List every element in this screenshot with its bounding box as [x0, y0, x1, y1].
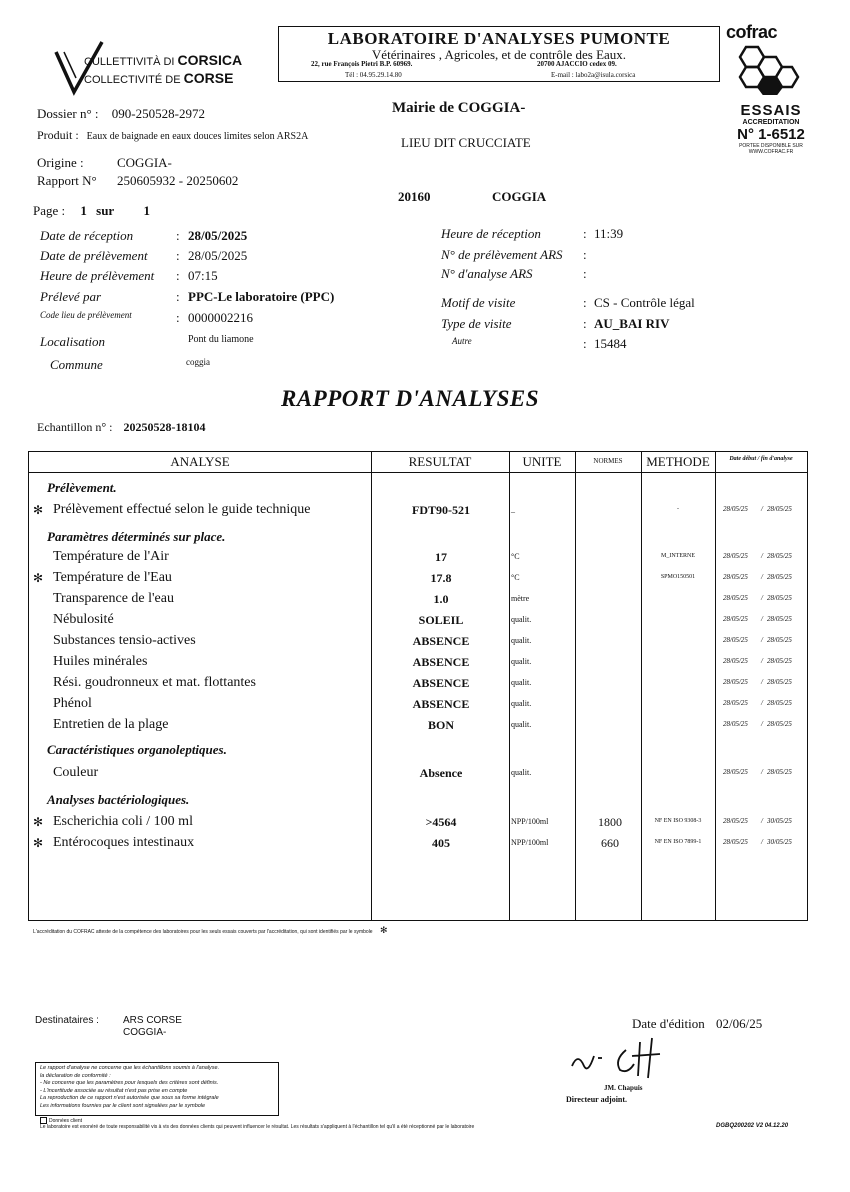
- sample-right-value: AU_BAI RIV: [594, 316, 670, 331]
- analysis-date-start: 28/05/25: [723, 636, 748, 644]
- analysis-method: NF EN ISO 9308-3: [654, 818, 702, 824]
- analysis-date-start: 28/05/25: [723, 615, 748, 623]
- analysis-date-start: 28/05/25: [723, 838, 748, 846]
- page-sep: sur: [96, 203, 115, 218]
- header-resultat: RESULTAT: [408, 454, 472, 469]
- recipient-name: Mairie de COGGIA-: [392, 100, 526, 116]
- sample-left-value: 0000002216: [188, 310, 253, 325]
- date-separator: /: [761, 768, 763, 776]
- analysis-result: SOLEIL: [418, 613, 464, 627]
- analysis-date-end: 28/05/25: [767, 594, 792, 602]
- sample-right-value: 15484: [594, 336, 627, 351]
- analysis-date-start: 28/05/25: [723, 552, 748, 560]
- sample-right-colon: :: [583, 266, 587, 281]
- recipient-address: LIEU DIT CRUCCIATE: [401, 135, 531, 150]
- echantillon-label: Echantillon n° :: [37, 420, 113, 434]
- lab-city: 20700 AJACCIO cedex 09.: [537, 60, 617, 68]
- sample-right-value: 11:39: [594, 226, 624, 241]
- signature-image: [568, 1036, 688, 1082]
- logo-text-corsica: CORSICA: [177, 52, 243, 68]
- rapport-line: [37, 173, 239, 189]
- analysis-date-end: 30/05/25: [767, 817, 792, 825]
- analysis-unit: qualit.: [511, 636, 532, 645]
- analysis-unit: qualit.: [511, 699, 532, 708]
- disclaimer-line: - Ne concerne que les paramètres pour lesquels des critères sont définis.: [40, 1080, 219, 1086]
- dossier-label: Dossier n° :: [37, 106, 99, 121]
- accreditation-mark: ✻: [33, 836, 44, 850]
- header-unite: UNITE: [522, 454, 562, 469]
- analysis-name: Rési. goudronneux et mat. flottantes: [53, 675, 256, 690]
- analysis-name: Nébulosité: [53, 612, 114, 627]
- donnees-client-label: Données client: [49, 1117, 83, 1124]
- analysis-date-end: 28/05/25: [767, 636, 792, 644]
- cofrac-site: WWW.COFRAC.FR: [748, 149, 794, 155]
- dossier-value: 090-250528-2972: [111, 106, 205, 121]
- date-separator: /: [761, 636, 763, 644]
- analysis-result: BON: [427, 718, 454, 732]
- analysis-date-end: 28/05/25: [767, 505, 792, 513]
- analysis-result: Absence: [419, 766, 463, 780]
- sample-right-colon: :: [583, 247, 587, 262]
- sample-right-label: N° d'analyse ARS: [441, 266, 533, 281]
- analysis-name: Température de l'Eau: [53, 570, 172, 585]
- analysis-unit: NPP/100ml: [511, 817, 549, 826]
- header-analyse: ANALYSE: [170, 454, 230, 469]
- analysis-name: Température de l'Air: [53, 549, 169, 564]
- header-methode: METHODE: [646, 454, 710, 469]
- edition-line: [632, 1016, 762, 1032]
- analysis-date-end: 28/05/25: [767, 573, 792, 581]
- analysis-date-end: 28/05/25: [767, 720, 792, 728]
- analysis-unit: qualit.: [511, 657, 532, 666]
- analysis-date-start: 28/05/25: [723, 699, 748, 707]
- accreditation-mark: ✻: [33, 815, 44, 829]
- analysis-unit: qualit.: [511, 615, 532, 624]
- analysis-unit: mètre: [511, 594, 530, 603]
- analysis-date-start: 28/05/25: [723, 720, 748, 728]
- cofrac-accreditation-block: [726, 22, 816, 155]
- sample-right-colon: :: [583, 226, 587, 241]
- rapport-label: Rapport N°: [37, 173, 97, 188]
- sample-left-colon: :: [176, 268, 180, 283]
- sample-right-label: N° de prélèvement ARS: [441, 247, 563, 262]
- donnees-client: [40, 1117, 82, 1124]
- bottom-note: Le laboratoire est exonéré de toute responsabilité vis à vis des données clients qui peuvent influencer le résultat. Les résultats s'appliquent à l'échantillon tel qu'il a été réceptionné par le laboratoire: [40, 1124, 475, 1130]
- date-separator: /: [761, 699, 763, 707]
- analysis-unit: °C: [511, 573, 520, 582]
- edition-date: 02/06/25: [716, 1016, 763, 1031]
- cofrac-essais: ESSAIS: [740, 102, 802, 119]
- sample-left-colon: :: [176, 310, 180, 325]
- logo-text-corse: CORSE: [183, 70, 234, 86]
- analysis-name: Entretien de la plage: [53, 717, 169, 732]
- logo-line-corsica: [84, 52, 242, 68]
- recipient-city: COGGIA: [492, 189, 547, 204]
- cofrac-hexagon-logo-icon: [726, 43, 816, 95]
- analysis-unit: qualit.: [511, 678, 532, 687]
- sample-right-colon: :: [583, 316, 587, 331]
- analysis-date-start: 28/05/25: [723, 768, 748, 776]
- analysis-date-end: 28/05/25: [767, 768, 792, 776]
- document-code: DGBQ200202 V2 04.12.20: [716, 1123, 789, 1129]
- lab-address: 22, rue François Pietri B.P. 60969.: [311, 60, 413, 68]
- sample-left-label: Code lieu de prélèvement: [40, 310, 132, 320]
- analysis-unit: qualit.: [511, 720, 532, 729]
- analysis-table: [28, 451, 808, 921]
- sample-left-label: Heure de prélèvement: [40, 268, 155, 283]
- analysis-result: 405: [432, 836, 450, 850]
- section-title: Prélèvement.: [47, 480, 117, 495]
- cofrac-note-mark: ✻: [379, 925, 388, 935]
- page-number: 1: [80, 203, 87, 218]
- cofrac-accreditation-label: ACCREDITATION: [742, 119, 800, 126]
- logo-text-cullettivita: CULLETTIVITÀ DI: [84, 56, 178, 68]
- analysis-name: Prélèvement effectué selon le guide technique: [53, 502, 311, 517]
- analysis-name: Couleur: [53, 765, 99, 780]
- edition-label: Date d'édition: [632, 1016, 705, 1031]
- sample-left-label: Date de prélèvement: [40, 248, 148, 263]
- disclaimer-line: La reproduction de ce rapport n'est autorisée que sous sa forme intégrale: [40, 1095, 219, 1101]
- analysis-date-end: 28/05/25: [767, 615, 792, 623]
- section-title: Paramètres déterminés sur place.: [47, 529, 226, 544]
- echantillon-line: [37, 420, 205, 435]
- signatory-name: JM. Chapuis: [604, 1084, 643, 1092]
- date-separator: /: [761, 678, 763, 686]
- date-separator: /: [761, 657, 763, 665]
- analysis-name: Escherichia coli / 100 ml: [53, 814, 193, 829]
- accreditation-mark: ✻: [33, 503, 44, 517]
- laboratory-header-box: [278, 26, 720, 82]
- date-separator: /: [761, 817, 763, 825]
- analysis-date-start: 28/05/25: [723, 817, 748, 825]
- analysis-unit: _: [511, 505, 515, 514]
- date-separator: /: [761, 720, 763, 728]
- analysis-date-start: 28/05/25: [723, 678, 748, 686]
- analysis-date-end: 28/05/25: [767, 699, 792, 707]
- cofrac-accreditation-number: N° 1-6512: [737, 126, 805, 143]
- analysis-name: Substances tensio-actives: [53, 633, 196, 648]
- analysis-name: Phénol: [53, 696, 92, 711]
- sample-right-label: Heure de réception: [441, 226, 541, 241]
- analysis-method: M_INTERNE: [661, 553, 695, 559]
- analysis-name: Entérocoques intestinaux: [53, 835, 195, 850]
- sample-right-colon: :: [583, 295, 587, 310]
- sample-left-value: 28/05/2025: [188, 248, 248, 263]
- date-separator: /: [761, 573, 763, 581]
- produit-label: Produit :: [37, 128, 79, 142]
- cofrac-note-text: L'accréditation du COFRAC atteste de la compétence des laboratoires pour les seuls essais couverts par l'accréditation, qui sont identifiés par le symbole: [33, 929, 373, 935]
- analysis-date-end: 28/05/25: [767, 552, 792, 560]
- analysis-result: ABSENCE: [412, 697, 470, 711]
- produit-line: [37, 126, 308, 144]
- analysis-result: ABSENCE: [412, 634, 470, 648]
- collectivite-corse-logo-icon: [50, 38, 110, 98]
- page-line: [33, 203, 150, 219]
- header-dates: Date début / fin d'analyse: [729, 456, 793, 462]
- lab-email: E-mail : labo2a@isula.corsica: [551, 71, 636, 79]
- sample-left-value: Pont du liamone: [188, 334, 254, 345]
- lab-subtitle: Vétérinaires , Agricoles, et de contrôle des Eaux.: [371, 47, 627, 62]
- analysis-name: Transparence de l'eau: [53, 591, 174, 606]
- analysis-result: ABSENCE: [412, 655, 470, 669]
- date-separator: /: [761, 552, 763, 560]
- report-title: RAPPORT D'ANALYSES: [281, 386, 539, 411]
- sample-left-value: 07:15: [188, 268, 218, 283]
- sample-left-colon: :: [176, 248, 180, 263]
- analysis-result: 17: [435, 550, 447, 564]
- disclaimer-line: la déclaration de conformité :: [40, 1072, 111, 1079]
- signatory-title: Directeur adjoint.: [566, 1095, 628, 1104]
- disclaimer-line: Le rapport d'analyse ne concerne que les échantillons soumis à l'analyse.: [40, 1065, 220, 1071]
- analysis-result: 17.8: [430, 571, 452, 585]
- cofrac-portee: PORTEE DISPONIBLE SUR: [739, 143, 803, 149]
- analysis-date-start: 28/05/25: [723, 505, 748, 513]
- analysis-name: Huiles minérales: [53, 654, 148, 669]
- destinataires-label: Destinataires :: [35, 1015, 99, 1026]
- analysis-result: ABSENCE: [412, 676, 470, 690]
- analysis-unit: NPP/100ml: [511, 838, 549, 847]
- lab-phone: Tél : 04.95.29.14.80: [345, 71, 402, 79]
- date-separator: /: [761, 838, 763, 846]
- logo-text-collectivite: COLLECTIVITÉ DE: [84, 74, 184, 86]
- cofrac-brand: cofrac: [726, 22, 778, 42]
- logo-line-corse: [84, 70, 233, 86]
- analysis-method: SPMO150501: [660, 574, 696, 580]
- date-separator: /: [761, 505, 763, 513]
- date-separator: /: [761, 594, 763, 602]
- sample-right-label: Autre: [452, 336, 472, 346]
- dossier-line: [37, 106, 205, 122]
- cofrac-note: [33, 925, 388, 936]
- sample-left-value: PPC-Le laboratoire (PPC): [188, 289, 335, 304]
- sample-right-label: Type de visite: [441, 316, 512, 331]
- analysis-method: NF EN ISO 7899-1: [654, 839, 702, 845]
- origine-value: COGGIA-: [117, 155, 172, 170]
- sample-right-value: CS - Contrôle légal: [594, 295, 695, 310]
- analysis-unit: °C: [511, 552, 520, 561]
- disclaimer-line: Les informations fournies par le client sont signalées par le symbole: [40, 1102, 206, 1109]
- accreditation-mark: ✻: [33, 571, 44, 585]
- section-title: Analyses bactériologiques.: [47, 792, 190, 807]
- origine-label: Origine :: [37, 155, 84, 170]
- sample-left-label: Date de réception: [40, 228, 134, 243]
- analysis-method: -: [677, 506, 679, 512]
- sample-left-label: Commune: [50, 357, 103, 372]
- analysis-date-start: 28/05/25: [723, 594, 748, 602]
- header-normes: NORMES: [593, 457, 623, 465]
- disclaimer-box: [35, 1062, 279, 1116]
- sample-left-colon: :: [176, 228, 180, 243]
- analysis-date-end: 28/05/25: [767, 657, 792, 665]
- analysis-result: >4564: [425, 815, 457, 829]
- analysis-date-start: 28/05/25: [723, 573, 748, 581]
- analysis-unit: qualit.: [511, 768, 532, 777]
- sample-left-value: coggia: [186, 357, 210, 367]
- recipient-postcode: 20160: [398, 189, 431, 204]
- destinataires-line2: COGGIA-: [123, 1027, 167, 1038]
- sample-left-label: Prélevé par: [40, 289, 102, 304]
- analysis-date-start: 28/05/25: [723, 657, 748, 665]
- donnees-client-checkbox-icon: [40, 1117, 47, 1124]
- analysis-result: 1.0: [433, 592, 449, 606]
- analysis-norm: 660: [601, 836, 619, 850]
- produit-value: Eaux de baignade en eaux douces limites selon ARS2A: [86, 131, 309, 142]
- sample-right-colon: :: [583, 336, 587, 351]
- analysis-result: FDT90-521: [412, 503, 470, 517]
- lab-name: LABORATOIRE D'ANALYSES PUMONTE: [327, 29, 671, 48]
- sample-left-value: 28/05/2025: [188, 228, 248, 243]
- destinataires-line1: ARS CORSE: [123, 1015, 182, 1026]
- analysis-date-end: 30/05/25: [767, 838, 792, 846]
- page-label: Page :: [33, 203, 66, 218]
- sample-left-label: Localisation: [40, 334, 106, 349]
- disclaimer-line: - L'incertitude associée au résultat n'est pas prise en compte: [40, 1087, 188, 1094]
- rapport-value: 250605932 - 20250602: [117, 173, 239, 188]
- analysis-date-end: 28/05/25: [767, 678, 792, 686]
- page-total: 1: [143, 203, 150, 218]
- echantillon-value: 20250528-18104: [123, 420, 206, 434]
- section-title: Caractéristiques organoleptiques.: [47, 742, 227, 757]
- sample-left-colon: :: [176, 289, 180, 304]
- origine-line: [37, 155, 172, 171]
- analysis-norm: 1800: [598, 815, 622, 829]
- date-separator: /: [761, 615, 763, 623]
- sample-right-label: Motif de visite: [441, 295, 516, 310]
